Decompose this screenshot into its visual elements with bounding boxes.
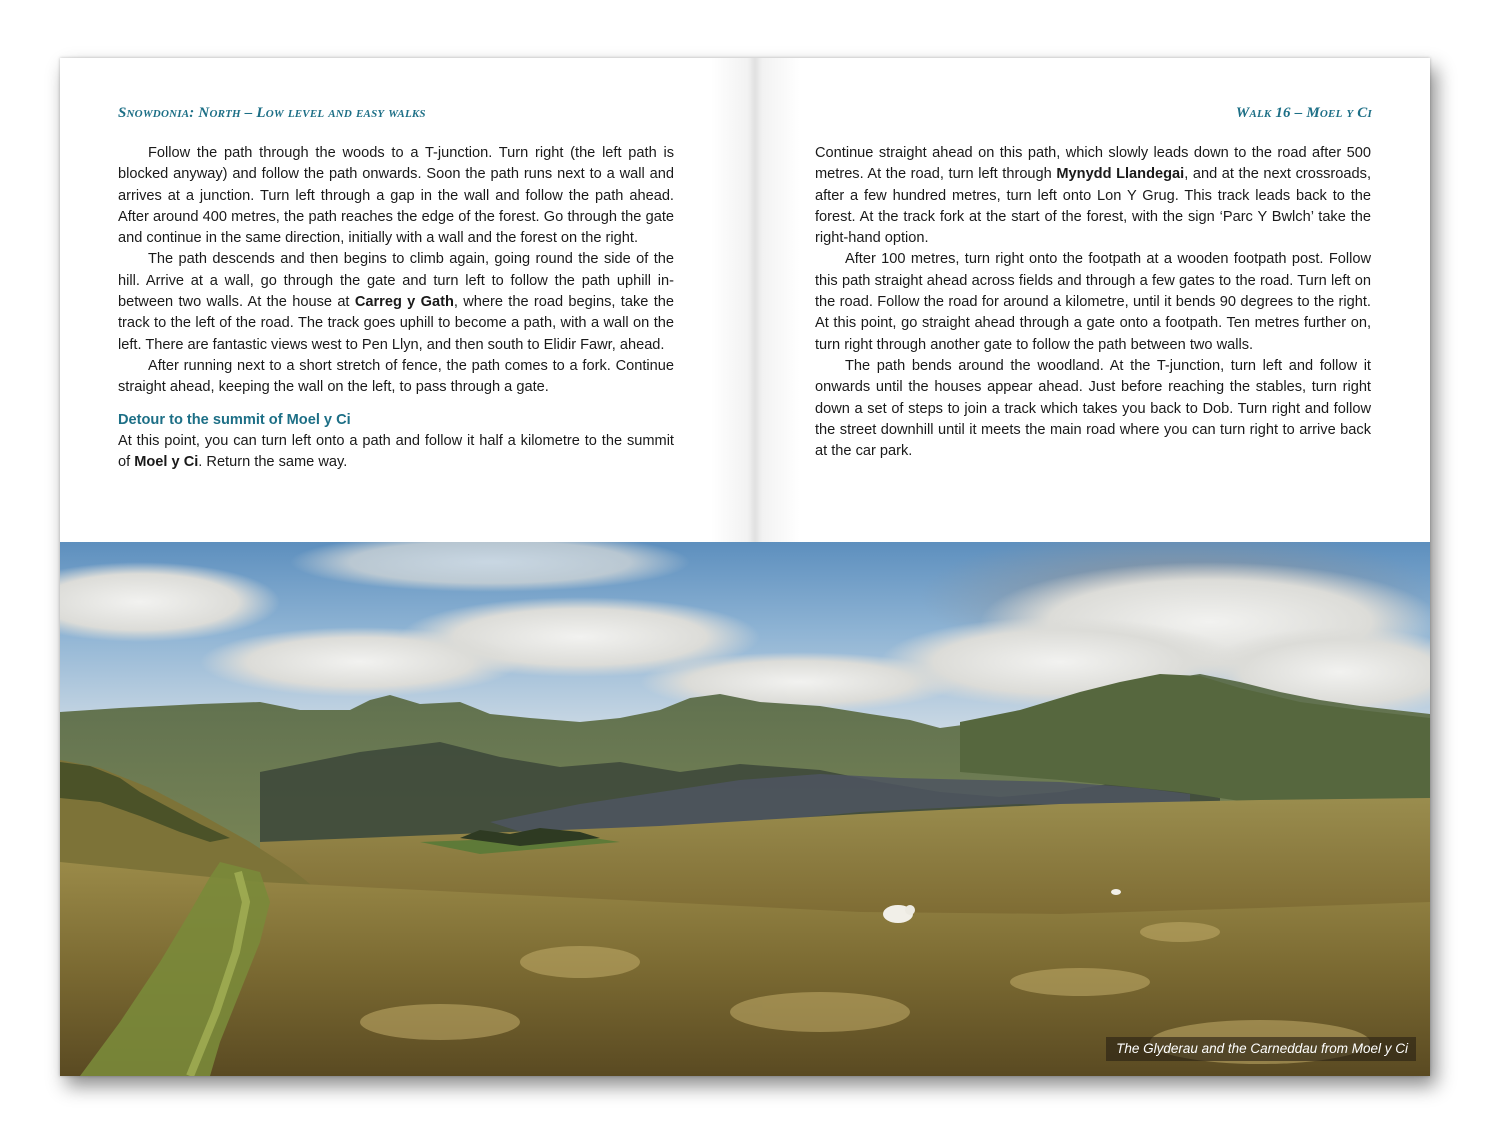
text-run: At this point, you can turn left onto a path and follow it half a kilometre to the summit of [118, 432, 674, 471]
detour-heading: Detour to the summit of Moel y Ci [118, 411, 351, 428]
paragraph: After 100 metres, turn right onto the footpath at a wooden footpath post. Follow this path straight ahead across fields and through a few gates to the road. Turn left on the road. Follow the road for around a kilometre, until it bends 90 degrees to the right. At this point, go straight ahead through a gate onto a footpath. Ten metres further on, turn right through another gate to follow the path between two walls. [815, 251, 1371, 353]
left-page-text [118, 143, 674, 473]
text-run: . Return the same way. [198, 454, 348, 471]
running-head-right: Walk 16 – Moel y Ci [1235, 105, 1372, 121]
book-gutter [710, 58, 800, 542]
right-page-text [815, 143, 1371, 462]
distant-sheep [1111, 889, 1121, 895]
paragraph: Follow the path through the woods to a T-junction. Turn right (the left path is blocked anyway) and follow the path onwards. Soon the path runs next to a wall and arrives at a junction. Turn left through a gap in the wall and follow the path ahead. After around 400 metres, the path reaches the edge of the forest. Go through the gate and continue in the same direction, initially with a wall and the forest on the right. [118, 145, 674, 247]
paragraph: The path bends around the woodland. At the T-junction, turn left and follow it onwards until the houses appear ahead. Just before reaching the stables, turn right down a set of steps to join a track which takes you back to Dob. Turn right and follow the street downhill until it meets the main road where you can turn right to arrive back at the car park. [815, 357, 1371, 460]
paragraph [118, 249, 674, 355]
paragraph [815, 143, 1371, 249]
place-name: Carreg y Gath [354, 294, 454, 311]
text-run: Continue straight ahead on this path, which slowly leads down to the road after 500 metres. At the road, turn left through [815, 145, 1371, 183]
paragraph: After running next to a short stretch of fence, the path comes to a fork. Continue straight ahead, keeping the wall on the left, to pass through a gate. [118, 357, 674, 396]
place-name: Moel y Ci [134, 454, 199, 471]
photo-caption: The Glyderau and the Carneddau from Moel y Ci [1106, 1037, 1416, 1061]
landscape-photo [60, 542, 1430, 1076]
text-run: The path descends and then begins to climb again, going round the side of the hill. Arrive at a wall, go through the gate and turn left to follow the path uphill in-between two walls. At the house at [118, 251, 674, 311]
text-run: , and at the next crossroads, after a few hundred metres, turn left onto Lon Y Grug. This track leads back to the forest. At the track fork at the start of the forest, with the sign ‘Parc Y Bwlch’ take the right-hand option. [815, 166, 1371, 247]
landscape-illustration [60, 542, 1430, 1076]
running-head-left: Snowdonia: North – Low level and easy walks [118, 105, 426, 121]
text-run: , where the road begins, take the track to the left of the road. The track goes uphill to become a path, with a wall on the left. There are fantastic views west to Pen Llyn, and then south to Elidir Fawr, ahead. [118, 294, 674, 353]
paragraph [118, 431, 674, 474]
book-spread [60, 58, 1430, 1076]
place-name: Mynydd Llandegai [1056, 166, 1185, 183]
